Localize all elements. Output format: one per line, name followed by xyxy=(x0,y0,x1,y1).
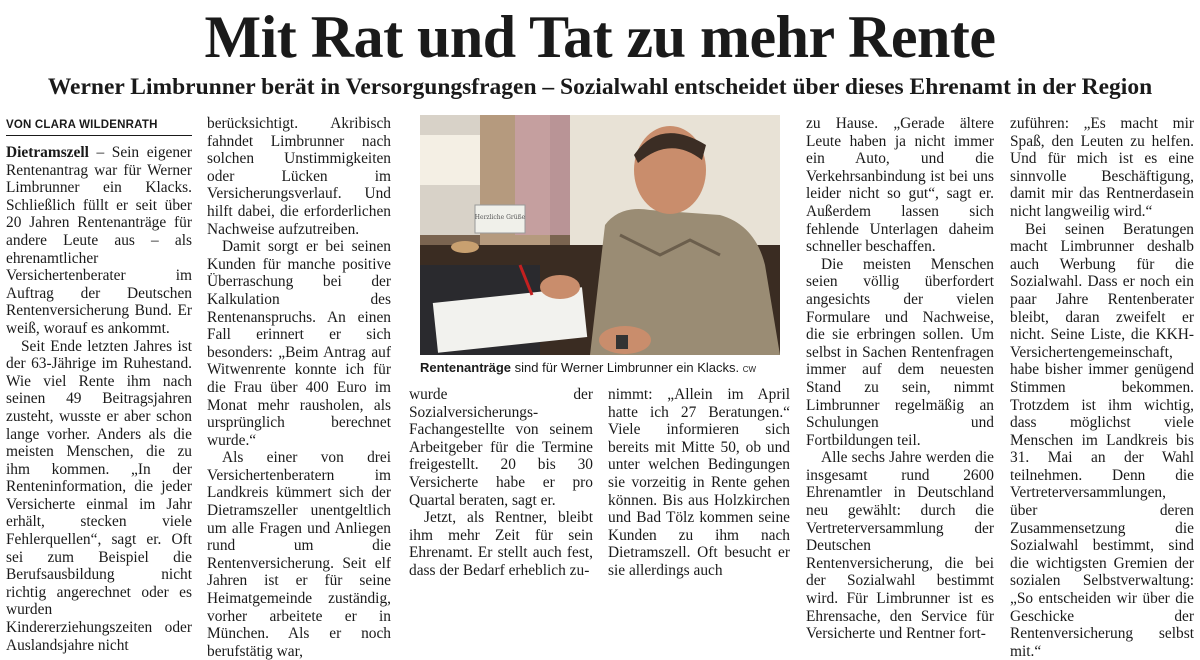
photo-caption xyxy=(420,360,790,378)
photo-illustration xyxy=(420,115,780,355)
paragraph: Damit sorgt er bei seinen Kunden für manche positive Überraschung bei der Kalkulation des Rentenanspruchs. An einen Fall erinnert er sich besonders: „Beim Antrag auf Witwenrente konnte ich für die Frau über 400 Euro im Monat mehr rausholen, als ursprünglich berechnet wurde.“ xyxy=(207,238,391,449)
paragraph xyxy=(6,144,192,338)
paragraph-text: – Sein eigener Rentenantrag war für Werner Limbrunner ein Klacks. Schließlich füllt er seit über 20 Jahren Rentenanträge für andere Leute aus – als ehrenamtlicher Versichertenberater im Auftrag der Deutschen Rentenversicherung Bund. Er weiß, worauf es ankommt. xyxy=(6,144,192,337)
byline: VON CLARA WILDENRATH xyxy=(6,112,192,136)
paragraph: zu Hause. „Gerade ältere Leute haben ja nicht immer ein Auto, und die Verkehrsanbindung ist bei uns leider nicht so gut“, sagt er. Außerdem lassen sich fehlende Unterlagen daheim schneller beschaffen. xyxy=(806,115,994,256)
column-6 xyxy=(1010,115,1194,660)
column-2 xyxy=(207,115,391,660)
caption-bold: Rentenanträge xyxy=(420,360,512,375)
paragraph: Als einer von drei Versichertenberatern im Landkreis kümmert sich der Dietramszeller unentgeltlich um alle Fragen und Anliegen rund um die Rentenversicherung. Seit elf Jahren ist er für seine Heimatgemeinde zuständig, vorher arbeitete er in München. Als er noch berufstätig war, xyxy=(207,449,391,660)
paragraph: berücksichtigt. Akribisch fahndet Limbrunner nach solchen Unstimmigkeiten oder Lücken im Versicherungsverlauf. Und hilft dabei, die erforderlichen Nachweise aufzutreiben. xyxy=(207,115,391,238)
paragraph: Alle sechs Jahre werden die insgesamt rund 2600 Ehrenamtler in Deutschland neu gewählt: durch die Vertreterversammlung der Deutschen Rentenversicherung, die bei der Sozialwahl bestimmt wird. Für Limbrunner ist es Ehrensache, den Service für Versicherte und Rentner fort- xyxy=(806,449,994,643)
paragraph: Jetzt, als Rentner, bleibt ihm mehr Zeit für sein Ehrenamt. Er stellt auch fest, dass der Bedarf erheblich zu- xyxy=(409,509,593,579)
column-5 xyxy=(806,115,994,643)
card-text: Herzliche Grüße xyxy=(474,214,526,221)
paragraph: wurde der Sozialversicherungs-Fachangestellte von seinem Arbeitgeber für die Termine freigestellt. 20 bis 30 Versicherte habe er pro Quartal beraten, sagt er. xyxy=(409,386,593,509)
caption-text: sind für Werner Limbrunner ein Klacks. xyxy=(511,360,740,375)
photo-credit: CW xyxy=(742,365,757,374)
article-photo xyxy=(420,115,780,355)
headline: Mit Rat und Tat zu mehr Rente xyxy=(204,4,996,70)
column-3 xyxy=(409,386,593,580)
column-1 xyxy=(6,112,192,654)
paragraph: Bei seinen Beratungen macht Limbrunner deshalb auch Werbung für die Sozialwahl. Dass er noch ein paar Jahre Rentenberater bleibt, daran zweifelt er nicht. Seine Liste, die KKH-Versichertengemeinschaft, habe bisher immer genügend Stimmen bekommen. Trotzdem ist ihm wichtig, dass möglichst viele Menschen im Landkreis bis 31. Mai an der Wahl teilnehmen. Denn die Vertreterversammlungen, über deren Zusammensetzung die Sozialwahl bestimmt, sind die wichtigsten Gremien der sozialen Selbstverwaltung: „So entscheiden wir über die Geschicke der Rentenversicherung selbst mit.“ xyxy=(1010,220,1194,660)
paragraph: nimmt: „Allein im April hatte ich 27 Beratungen.“ Viele informieren sich bereits mit Mitte 50, ob und unter welchen Bedingungen sie vorzeitig in Rente gehen können. Bis aus Holzkirchen und Bad Tölz kommen seine Kunden zu ihm nach Dietramszell. Oft besucht er sie allerdings auch xyxy=(608,386,790,579)
paragraph: Seit Ende letzten Jahres ist der 63-Jährige im Ruhestand. Wie viel Rente ihm nach seinen 49 Beitragsjahren zusteht, wusste er aber schon lange vorher. Anders als die meisten Menschen, die zu ihm kommen. „In der Renteninformation, die jeder Versicherte einmal im Jahr erhält, stecken viele Fehlerquellen“, sagt er. Oft sei zum Beispiel die Berufsausbildung nicht richtig angerechnet oder es wurden Kindererziehungszeiten oder Auslandsjahre nicht xyxy=(6,337,192,654)
dateline: Dietramszell xyxy=(6,144,89,161)
column-4 xyxy=(608,386,790,580)
subheadline: Werner Limbrunner berät in Versorgungsfragen – Sozialwahl entscheidet über dieses Ehrenamt in der Region xyxy=(47,74,1153,100)
paragraph: zuführen: „Es macht mir Spaß, den Leuten zu helfen. Und für mich ist es eine sinnvolle Beschäftigung, damit mir das Rentnerdasein nicht langweilig wird.“ xyxy=(1010,115,1194,220)
paragraph: Die meisten Menschen seien völlig überfordert angesichts der vielen Formulare und Nachweise, die sie erbringen sollen. Um selbst in Sachen Rentenfragen immer auf dem neuesten Stand zu sein, nimmt Limbrunner regelmäßig an Schulungen und Fortbildungen teil. xyxy=(806,255,994,449)
